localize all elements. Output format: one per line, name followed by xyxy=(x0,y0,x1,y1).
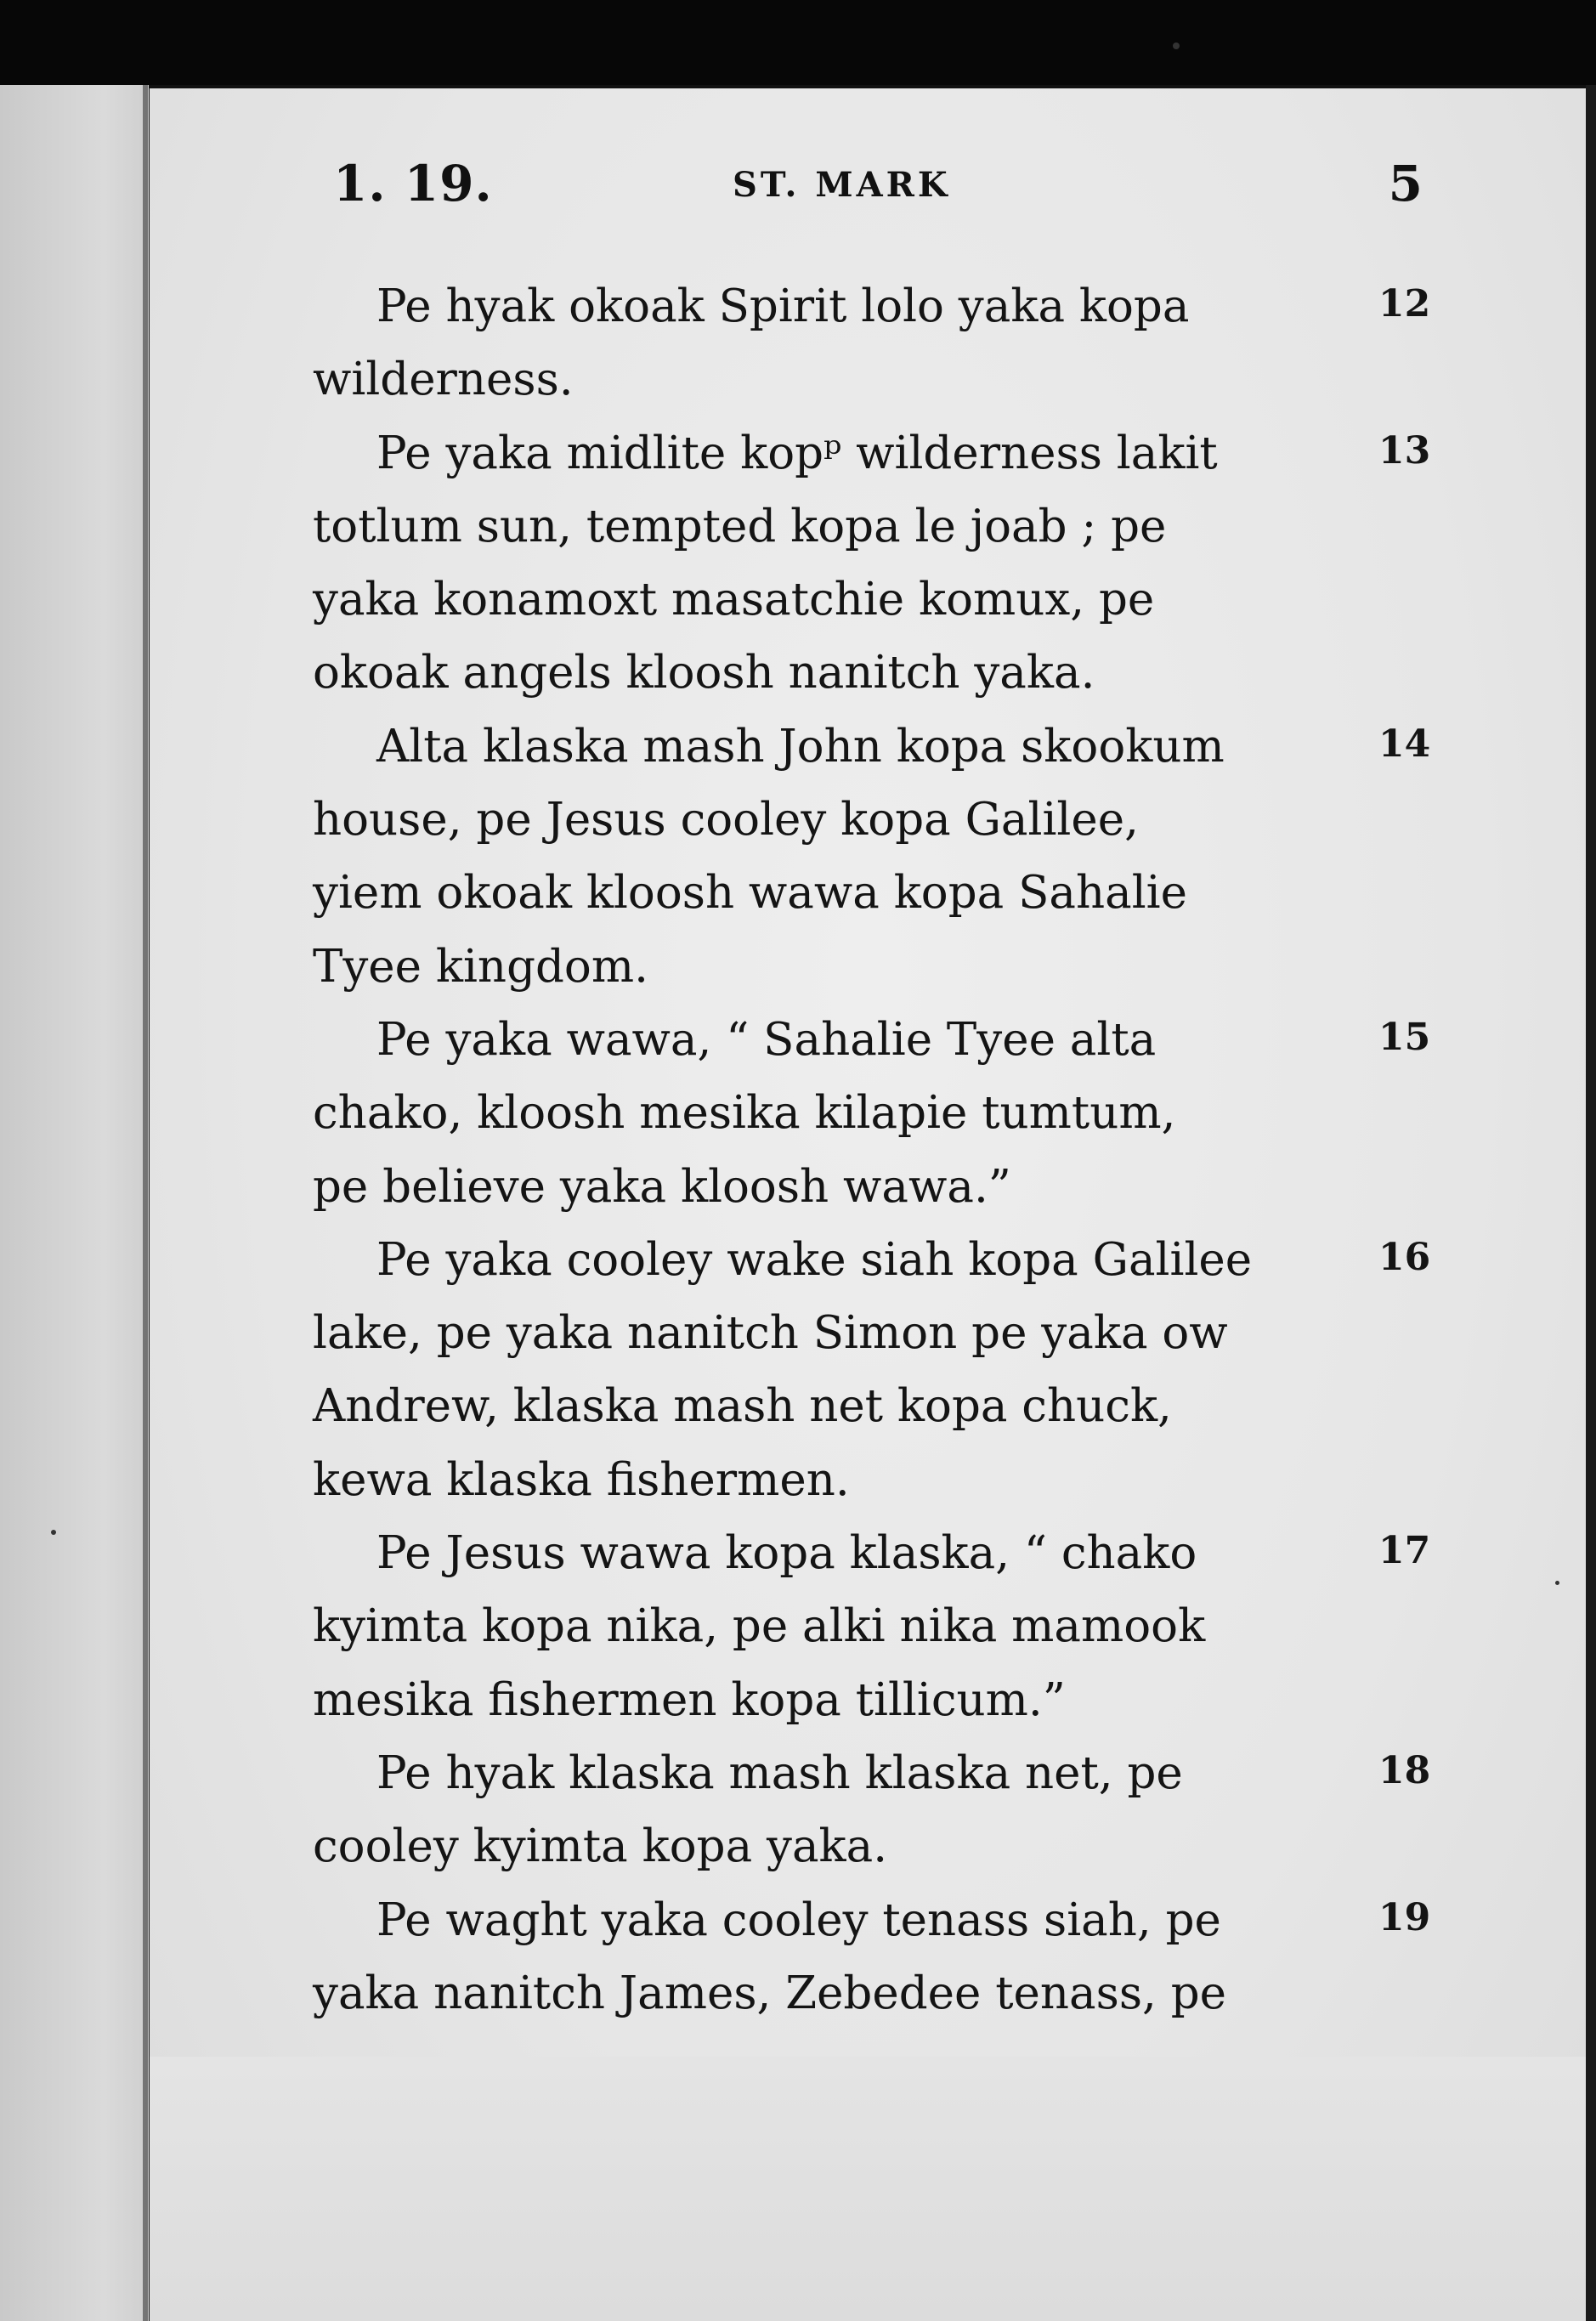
text-line: okoak angels kloosh nanitch yaka. xyxy=(313,647,1095,699)
text-line: yiem okoak kloosh wawa kopa Sahalie xyxy=(313,867,1187,920)
verse-number: 18 xyxy=(1378,1749,1431,1792)
text-line: kewa klaska fishermen. xyxy=(313,1453,850,1506)
body-text xyxy=(313,270,1358,2030)
page-gutter xyxy=(143,85,148,2321)
text-line: Pe hyak klaska mash klaska net, pe xyxy=(376,1746,1183,1799)
text-line: Pe yaka midlite kopᵖ wilderness lakit xyxy=(376,427,1218,479)
text-line: Pe Jesus wawa kopa klaska, “ chako xyxy=(376,1527,1197,1580)
scan-speck xyxy=(1173,42,1180,49)
text-line: kyimta kopa nika, pe alki nika mamook xyxy=(313,1600,1206,1653)
scan-speck xyxy=(51,1530,56,1535)
text-line: Pe hyak okoak Spirit lolo yaka kopa xyxy=(376,280,1190,332)
verse-number: 16 xyxy=(1378,1235,1431,1279)
running-header xyxy=(333,155,1438,231)
scan-right-border xyxy=(1586,85,1596,2321)
scan-speck xyxy=(1555,1581,1559,1585)
verse-number: 17 xyxy=(1378,1529,1431,1573)
text-line: lake, pe yaka nanitch Simon pe yaka ow xyxy=(313,1307,1228,1360)
page-bottom-margin xyxy=(150,2057,1586,2321)
verse-number: 13 xyxy=(1378,428,1431,473)
verse-number: 12 xyxy=(1378,282,1431,326)
text-line: yaka nanitch James, Zebedee tenass, pe xyxy=(313,1967,1227,2019)
text-line: pe believe yaka kloosh wawa.” xyxy=(313,1160,1011,1213)
book-title: ST. MARK xyxy=(733,165,951,205)
text-line: chako, kloosh mesika kilapie tumtum, xyxy=(313,1087,1176,1140)
text-line: house, pe Jesus cooley kopa Galilee, xyxy=(313,794,1139,846)
text-line: cooley kyimta kopa yaka. xyxy=(313,1820,888,1873)
text-line: Pe yaka wawa, “ Sahalie Tyee alta xyxy=(376,1013,1157,1066)
text-line: totlum sun, tempted kopa le joab ; pe xyxy=(313,500,1167,552)
facing-page-edge xyxy=(0,85,149,2321)
text-line: Pe waght yaka cooley tenass siah, pe xyxy=(376,1894,1221,1946)
verse-number: 15 xyxy=(1378,1016,1431,1059)
text-line: mesika fishermen kopa tillicum.” xyxy=(313,1673,1066,1726)
text-line: wilderness. xyxy=(313,354,574,406)
verse-number: 14 xyxy=(1378,722,1431,766)
text-line: yaka konamoxt masatchie komux, pe xyxy=(313,574,1155,626)
text-line: Pe yaka cooley wake siah kopa Galilee xyxy=(376,1233,1253,1286)
text-line: Tyee kingdom. xyxy=(313,940,648,993)
text-line: Andrew, klaska mash net kopa chuck, xyxy=(313,1380,1172,1433)
text-line: Alta klaska mash John kopa skookum xyxy=(376,720,1225,773)
verse-number: 19 xyxy=(1378,1895,1431,1939)
scan-top-border xyxy=(0,0,1596,85)
page-number: 5 xyxy=(1388,155,1423,212)
chapter-verse-reference: 1. 19. xyxy=(333,155,493,212)
